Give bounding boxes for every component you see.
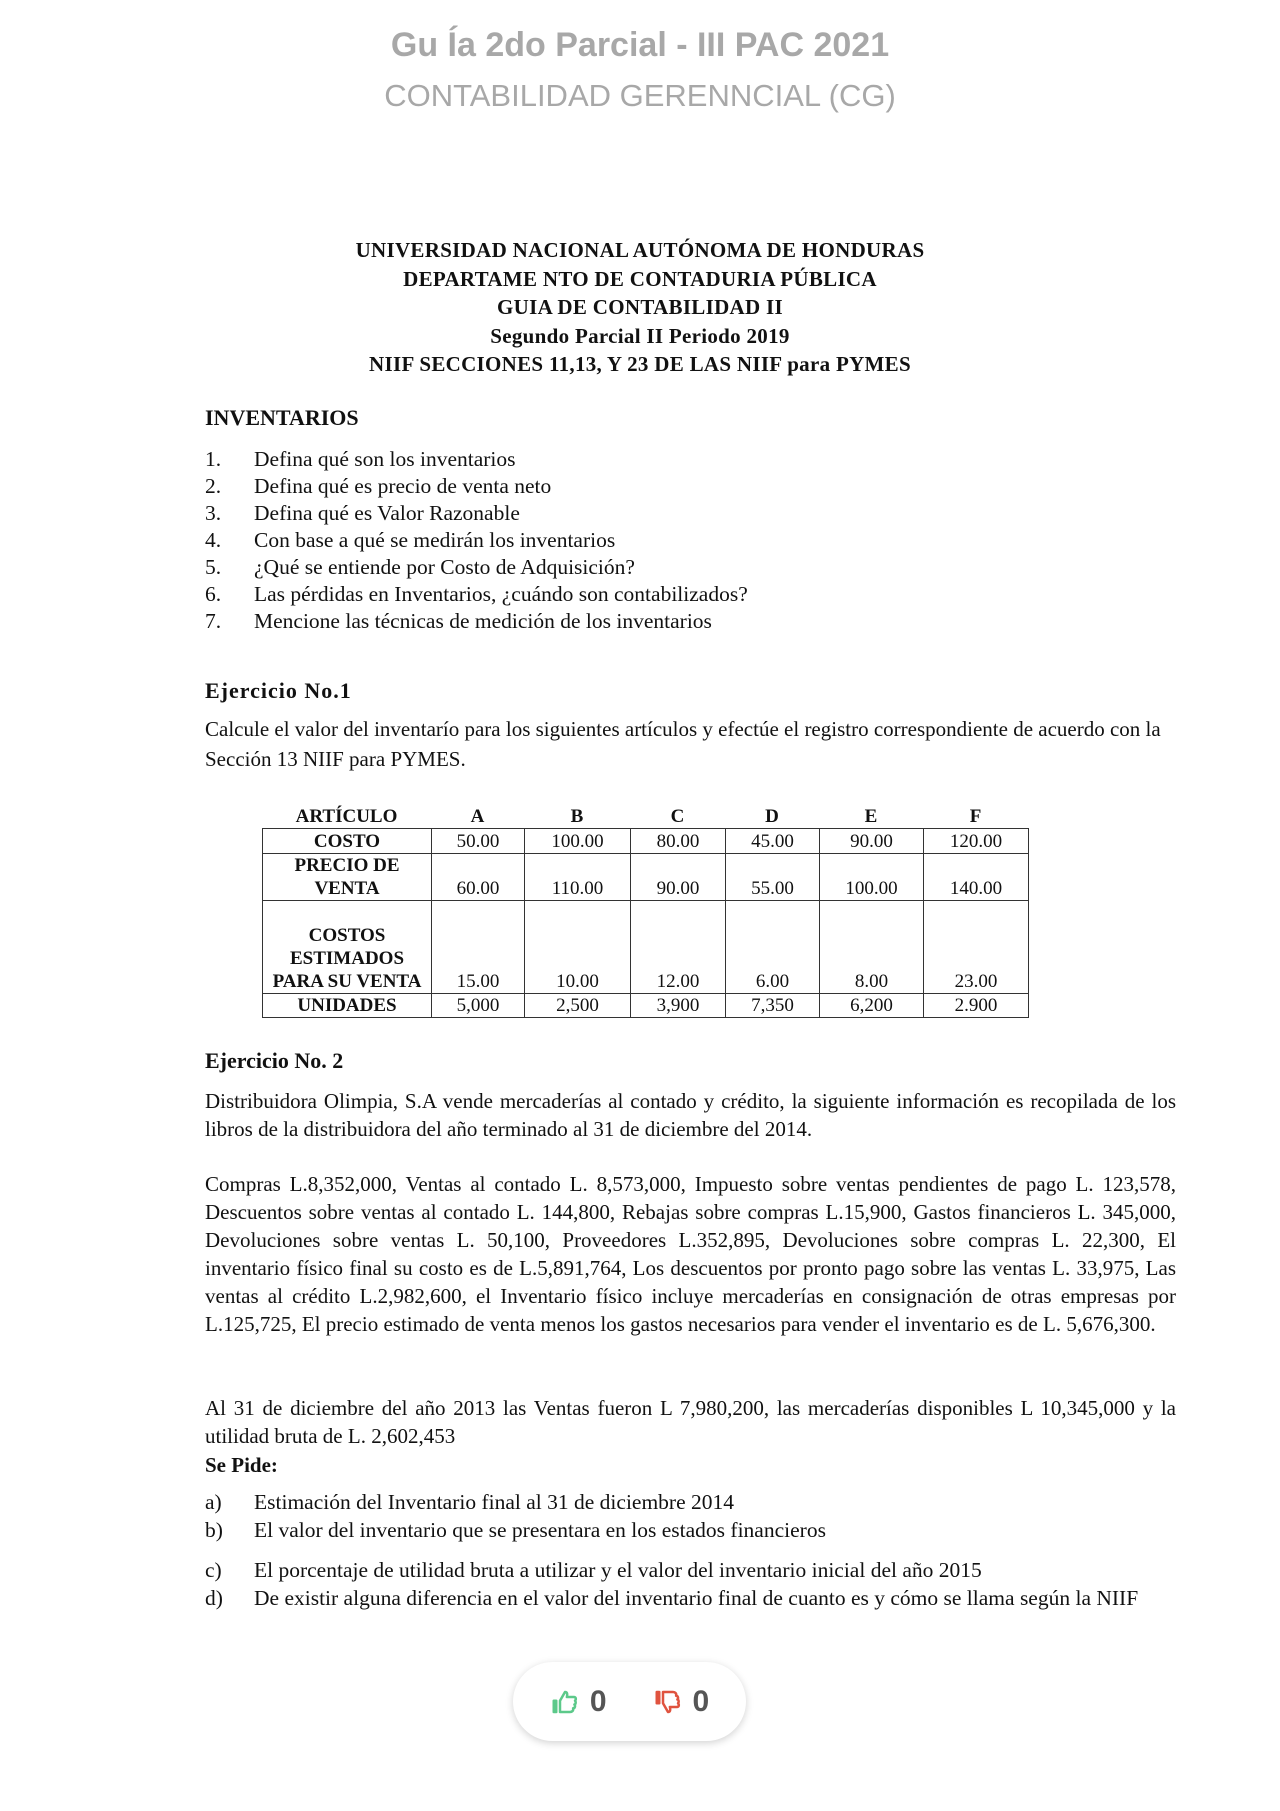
- header-cell: A: [470, 806, 485, 827]
- cell: 80.00: [631, 829, 726, 854]
- dislike-button[interactable]: [653, 1685, 710, 1719]
- item-number: 6.: [205, 582, 222, 606]
- header-cell: ARTÍCULO: [295, 806, 398, 827]
- like-button[interactable]: [550, 1685, 607, 1719]
- list-item: [205, 1556, 1176, 1584]
- heading-line: NIIF SECCIONES 11,13, Y 23 DE LAS NIIF para PYMES: [369, 352, 911, 376]
- inventarios-title: INVENTARIOS: [205, 405, 359, 430]
- item-text: ¿Qué se entiende por Costo de Adquisición?: [254, 555, 635, 579]
- item-text: Estimación del Inventario final al 31 de diciembre 2014: [254, 1490, 735, 1514]
- cell: 90.00: [820, 829, 924, 854]
- list-item: [205, 1488, 1176, 1516]
- cell: 55.00: [726, 854, 820, 901]
- inventory-table: [262, 828, 1029, 1018]
- cell: 8.00: [820, 901, 924, 994]
- item-text: Defina qué es precio de venta neto: [254, 474, 552, 498]
- cell: 2.900: [924, 994, 1029, 1018]
- document-heading: [0, 236, 1280, 379]
- cell: 12.00: [631, 901, 726, 994]
- ejercicio-1-title: Ejercicio No.1: [205, 678, 352, 703]
- item-text: Defina qué es Valor Razonable: [254, 501, 520, 525]
- row-label: PRECIO DE VENTA: [263, 854, 432, 901]
- cell: 23.00: [924, 901, 1029, 994]
- item-number: 7.: [205, 609, 222, 633]
- cell: 50.00: [432, 829, 525, 854]
- table-row: [263, 829, 1029, 854]
- item-number: 4.: [205, 528, 222, 552]
- table-row: [263, 994, 1029, 1018]
- item-letter: b): [205, 1518, 223, 1542]
- cell: 90.00: [631, 854, 726, 901]
- ejercicio-2-title: Ejercicio No. 2: [205, 1048, 344, 1073]
- list-item: [205, 500, 748, 527]
- item-text: Las pérdidas en Inventarios, ¿cuándo son contabilizados?: [254, 582, 748, 606]
- inventarios-list: [205, 446, 748, 635]
- list-item: [205, 581, 748, 608]
- item-number: 5.: [205, 555, 222, 579]
- se-pide-list: [205, 1488, 1176, 1612]
- list-item: [205, 608, 748, 635]
- thumbs-up-icon: [550, 1687, 580, 1717]
- list-item: [205, 554, 748, 581]
- item-text: El valor del inventario que se presentara en los estados financieros: [254, 1518, 826, 1542]
- item-letter: c): [205, 1558, 222, 1582]
- row-label: UNIDADES: [263, 994, 432, 1018]
- header-cell: F: [969, 806, 982, 827]
- item-number: 1.: [205, 447, 222, 471]
- cell: 10.00: [525, 901, 631, 994]
- row-label: COSTO: [263, 829, 432, 854]
- cell: 110.00: [525, 854, 631, 901]
- vote-bar: [513, 1662, 746, 1741]
- heading-line: UNIVERSIDAD NACIONAL AUTÓNOMA DE HONDURAS: [355, 238, 925, 262]
- heading-line: GUIA DE CONTABILIDAD II: [497, 295, 783, 319]
- heading-line: Segundo Parcial II Periodo 2019: [490, 323, 790, 348]
- header-cell: B: [570, 806, 584, 827]
- cell: 3,900: [631, 994, 726, 1018]
- list-item: [205, 1584, 1176, 1612]
- cell: 7,350: [726, 994, 820, 1018]
- list-item: [205, 473, 748, 500]
- like-count: 0: [589, 1684, 607, 1718]
- ejercicio-1-text: Calcule el valor del inventarío para los siguientes artículos y efectúe el registro correspondiente de acuerdo con la Sección 13 NIIF para PYMES.: [205, 717, 1161, 771]
- item-text: Mencione las técnicas de medición de los inventarios: [254, 609, 712, 633]
- list-item: [205, 446, 748, 473]
- header-cell: C: [670, 806, 685, 827]
- row-label: COSTOS ESTIMADOS PARA SU VENTA: [263, 901, 432, 994]
- table-row: [263, 854, 1029, 901]
- cell: 6,200: [820, 994, 924, 1018]
- cell: 120.00: [924, 829, 1029, 854]
- cell: 100.00: [820, 854, 924, 901]
- header-cell: D: [765, 806, 779, 827]
- item-letter: a): [205, 1490, 222, 1514]
- document-subtitle: CONTABILIDAD GERENNCIAL (CG): [384, 78, 896, 113]
- ejercicio-2-data: Compras L.8,352,000, Ventas al contado L. 8,573,000, Impuesto sobre ventas pendientes de pago L. 123,578, Descuentos sobre ventas al contado L. 144,800, Rebajas sobre compras L.15,900, Gastos financieros L. 345,000, Devoluciones sobre ventas L. 50,100, Proveedores L.352,895, Devoluciones sobre compras L. 22,300, El inventario físico final su costo es de L.5,891,764, Los descuentos por pronto pago sobre las ventas L. 33,975, Las ventas al crédito L.2,982,600, el Inventario físico incluye mercaderías en consignación de otras empresas por L.125,725, El precio estimado de venta menos los gastos necesarios para vender el inventario es de L. 5,676,300.: [205, 1172, 1176, 1336]
- cell: 140.00: [924, 854, 1029, 901]
- table-header: [262, 806, 1028, 828]
- item-letter: d): [205, 1586, 223, 1610]
- header-cell: E: [864, 806, 878, 827]
- dislike-count: 0: [692, 1684, 710, 1718]
- se-pide-label: Se Pide:: [205, 1453, 278, 1477]
- cell: 60.00: [432, 854, 525, 901]
- heading-line: DEPARTAME NTO DE CONTADURIA PÚBLICA: [403, 266, 877, 291]
- item-number: 3.: [205, 501, 222, 525]
- cell: 15.00: [432, 901, 525, 994]
- item-text: De existir alguna diferencia en el valor del inventario final de cuanto es y cómo se llama según la NIIF: [254, 1586, 1139, 1610]
- cell: 5,000: [432, 994, 525, 1018]
- cell: 2,500: [525, 994, 631, 1018]
- item-text: Con base a qué se medirán los inventarios: [254, 528, 616, 552]
- document-title: Gu Ía 2do Parcial - III PAC 2021: [390, 26, 890, 64]
- table-row: [263, 901, 1029, 994]
- cell: 45.00: [726, 829, 820, 854]
- list-item: [205, 1516, 1176, 1544]
- item-text: Defina qué son los inventarios: [254, 447, 516, 471]
- item-number: 2.: [205, 474, 222, 498]
- list-item: [205, 527, 748, 554]
- cell: 100.00: [525, 829, 631, 854]
- ejercicio-2-prior-year: Al 31 de diciembre del año 2013 las Ventas fueron L 7,980,200, las mercaderías disponibles L 10,345,000 y la utilidad bruta de L. 2,602,453: [205, 1396, 1176, 1448]
- thumbs-down-icon: [653, 1687, 683, 1717]
- item-text: El porcentaje de utilidad bruta a utilizar y el valor del inventario inicial del año 2015: [254, 1558, 982, 1582]
- ejercicio-2-intro: Distribuidora Olimpia, S.A vende mercaderías al contado y crédito, la siguiente información es recopilada de los libros de la distribuidora del año terminado al 31 de diciembre del 2014.: [205, 1089, 1176, 1141]
- cell: 6.00: [726, 901, 820, 994]
